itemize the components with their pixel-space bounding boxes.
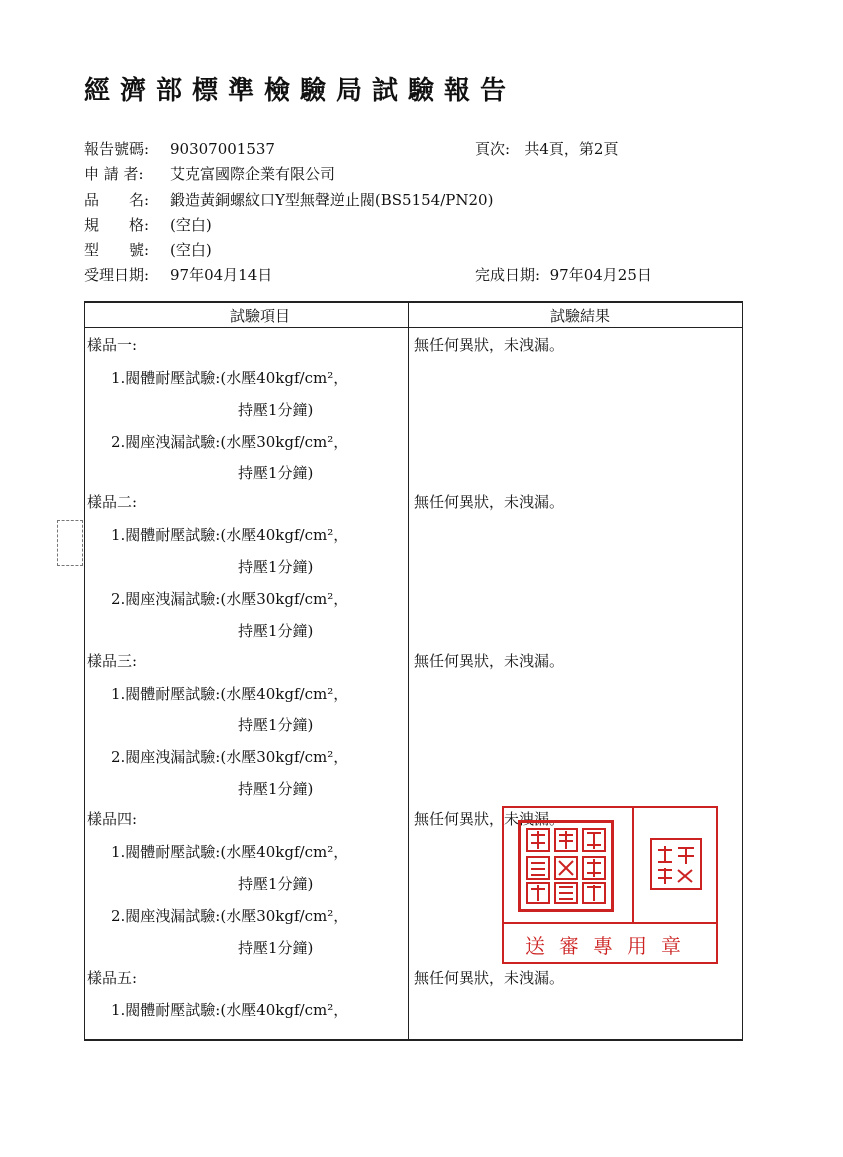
test-line: 持壓1分鐘) <box>238 558 314 576</box>
personal-seal <box>650 838 702 890</box>
test-line: 持壓1分鐘) <box>238 401 314 419</box>
test-line: 1.閥體耐壓試驗:(水壓40kgf/cm²， <box>111 843 349 861</box>
test-line: 2.閥座洩漏試驗:(水壓30kgf/cm²， <box>111 748 349 766</box>
sample-name: 樣品五: <box>87 969 138 987</box>
report-number-value: 90307001537 <box>170 140 275 158</box>
test-line: 2.閥座洩漏試驗:(水壓30kgf/cm²， <box>111 590 349 608</box>
test-line: 1.閥體耐壓試驗:(水壓40kgf/cm²， <box>111 369 349 387</box>
test-line: 持壓1分鐘) <box>238 875 314 893</box>
test-line: 持壓1分鐘) <box>238 622 314 640</box>
sample-result: 無任何異狀，未洩漏。 <box>414 810 565 828</box>
table-header <box>85 303 742 328</box>
company-seal <box>518 820 614 912</box>
sample-name: 樣品三: <box>87 652 138 670</box>
report-number-row <box>84 138 275 159</box>
column-divider <box>408 303 409 1039</box>
product-value: 鍛造黃銅螺紋口Y型無聲逆止閥(BS5154/PN20) <box>170 191 494 209</box>
model-value: (空白) <box>170 241 212 259</box>
completed-date-label: 完成日期: <box>475 266 541 284</box>
applicant-label: 申 請 者: <box>84 165 144 183</box>
test-line: 持壓1分鐘) <box>238 939 314 957</box>
page-label: 頁次: <box>475 140 511 158</box>
review-stamp <box>502 806 718 964</box>
stamp-label: 送審專用章 <box>525 934 695 958</box>
test-line: 1.閥體耐壓試驗:(水壓40kgf/cm²， <box>111 526 349 544</box>
company-seal-glyphs <box>521 823 611 909</box>
model-label: 型 號: <box>84 241 150 259</box>
sample-result: 無任何異狀，未洩漏。 <box>414 969 565 987</box>
test-line: 持壓1分鐘) <box>238 780 314 798</box>
page-info <box>475 138 618 159</box>
sample-name: 樣品四: <box>87 810 138 828</box>
product-row <box>84 189 493 210</box>
test-line: 持壓1分鐘) <box>238 716 314 734</box>
test-line: 1.閥體耐壓試驗:(水壓40kgf/cm²， <box>111 1001 349 1019</box>
report-title: 經濟部標準檢驗局試驗報告 <box>84 76 517 106</box>
test-line: 2.閥座洩漏試驗:(水壓30kgf/cm²， <box>111 433 349 451</box>
stamp-divider-horizontal <box>504 922 716 924</box>
sample-name: 樣品二: <box>87 493 138 511</box>
test-line: 持壓1分鐘) <box>238 464 314 482</box>
spec-row <box>84 214 212 235</box>
sample-result: 無任何異狀，未洩漏。 <box>414 336 565 354</box>
product-label: 品 名: <box>84 191 150 209</box>
received-date-row <box>84 264 272 285</box>
sample-result: 無任何異狀，未洩漏。 <box>414 652 565 670</box>
sample-name: 樣品一: <box>87 336 138 354</box>
test-line: 1.閥體耐壓試驗:(水壓40kgf/cm²， <box>111 685 349 703</box>
sample-result: 無任何異狀，未洩漏。 <box>414 493 565 511</box>
report-number-label: 報告號碼: <box>84 140 150 158</box>
header-test-result: 試驗結果 <box>550 307 611 325</box>
applicant-row <box>84 163 335 184</box>
scan-mark <box>57 520 83 566</box>
completed-date-value: 97年04月25日 <box>549 266 652 284</box>
page-value: 共4頁，第2頁 <box>524 140 619 158</box>
personal-seal-glyphs <box>652 840 700 888</box>
applicant-value: 艾克富國際企業有限公司 <box>170 165 336 183</box>
received-date-label: 受理日期: <box>84 266 150 284</box>
spec-value: (空白) <box>170 216 212 234</box>
stamp-divider-vertical <box>632 808 634 922</box>
model-row <box>84 239 212 260</box>
spec-label: 規 格: <box>84 216 150 234</box>
test-line: 2.閥座洩漏試驗:(水壓30kgf/cm²， <box>111 907 349 925</box>
received-date-value: 97年04月14日 <box>170 266 273 284</box>
header-test-item: 試驗項目 <box>230 307 291 325</box>
completed-date-row <box>475 264 652 285</box>
